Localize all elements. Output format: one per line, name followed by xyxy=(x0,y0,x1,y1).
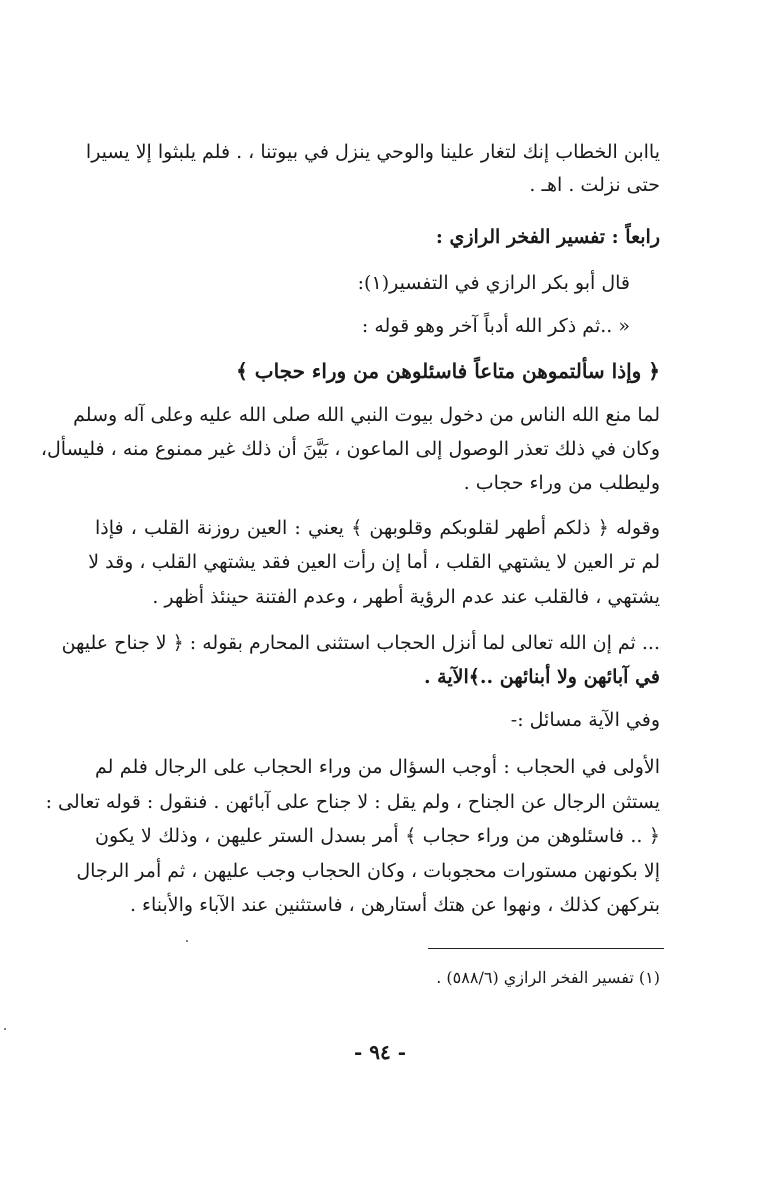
text-line-12: يشتهي ، فالقلب عند عدم الرؤية أطهر ، وعدم الفتنة حينئذ أظهر . xyxy=(152,586,660,608)
text-line-10: وقوله ﴿ ذلكم أطهر لقلوبكم وقلوبهن ﴾ يعني : العين روزنة القلب ، فإذا xyxy=(95,517,660,539)
section-heading: رابعاً : تفسير الفخر الرازي : xyxy=(435,226,660,248)
text-line-11: لم تر العين لا يشتهي القلب ، أما إن رأت العين فقد يشتهي القلب ، وقد لا xyxy=(88,551,660,573)
text-line-20: بتركهن كذلك ، ونهوا عن هتك أستارهن ، فاستثنين عند الآباء والأبناء . xyxy=(129,894,660,916)
text-line-8: وكان في ذلك تعذر الوصول إلى الماعون ، بَيَّنَ أن ذلك غير ممنوع منه ، فليسأل، xyxy=(40,438,660,460)
text-line-15: وفي الآية مسائل :- xyxy=(510,709,660,731)
text-line-17: يستثن الرجال عن الجناح ، ولم يقل : لا جناح على آبائهن . فنقول : قوله تعالى : xyxy=(45,791,660,813)
text-line-4: قال أبو بكر الرازي في التفسير(١): xyxy=(357,272,630,294)
scan-speck xyxy=(4,1028,6,1030)
text-line-9: وليطلب من وراء حجاب . xyxy=(463,472,660,494)
text-line-16: الأولى في الحجاب : أوجب السؤال من وراء الحجاب على الرجال فلم لم xyxy=(95,756,660,778)
text-line-18: ﴿ .. فاسئلوهن من وراء حجاب ﴾ أمر بسدل الستر عليهن ، وذلك لا يكون xyxy=(95,825,660,847)
text-line-19: إلا بكونهن مستورات محجوبات ، وكان الحجاب وجب عليهن ، ثم أمر الرجال xyxy=(76,860,660,882)
text-line-7: لما منع الله الناس من دخول بيوت النبي الله صلى الله عليه وعلى آله وسلم xyxy=(73,404,660,426)
text-line-14: في آبائهن ولا أبنائهن ..﴾الآية . xyxy=(423,666,660,688)
footnote: (١) تفسير الفخر الرازي (٥٨٨/٦) . xyxy=(436,968,660,987)
text-line-13: ... ثم إن الله تعالى لما أنزل الحجاب استثنى المحارم بقوله : ﴿ لا جناح عليهن xyxy=(61,632,660,654)
quran-verse-1: ﴿ وإذا سألتموهن متاعاً فاسئلوهن من وراء حجاب ﴾ xyxy=(236,359,660,383)
text-line-5: « ..ثم ذكر الله أدباً آخر وهو قوله : xyxy=(361,315,630,337)
scan-speck xyxy=(186,940,188,942)
text-line-1: ياابن الخطاب إنك لتغار علينا والوحي ينزل في بيوتنا ، . فلم يلبثوا إلا يسيرا xyxy=(85,141,660,163)
text-line-2: حتى نزلت . اهـ . xyxy=(529,174,660,196)
page-number: - ٩٤ - xyxy=(353,1040,406,1064)
footnote-divider xyxy=(428,948,664,949)
